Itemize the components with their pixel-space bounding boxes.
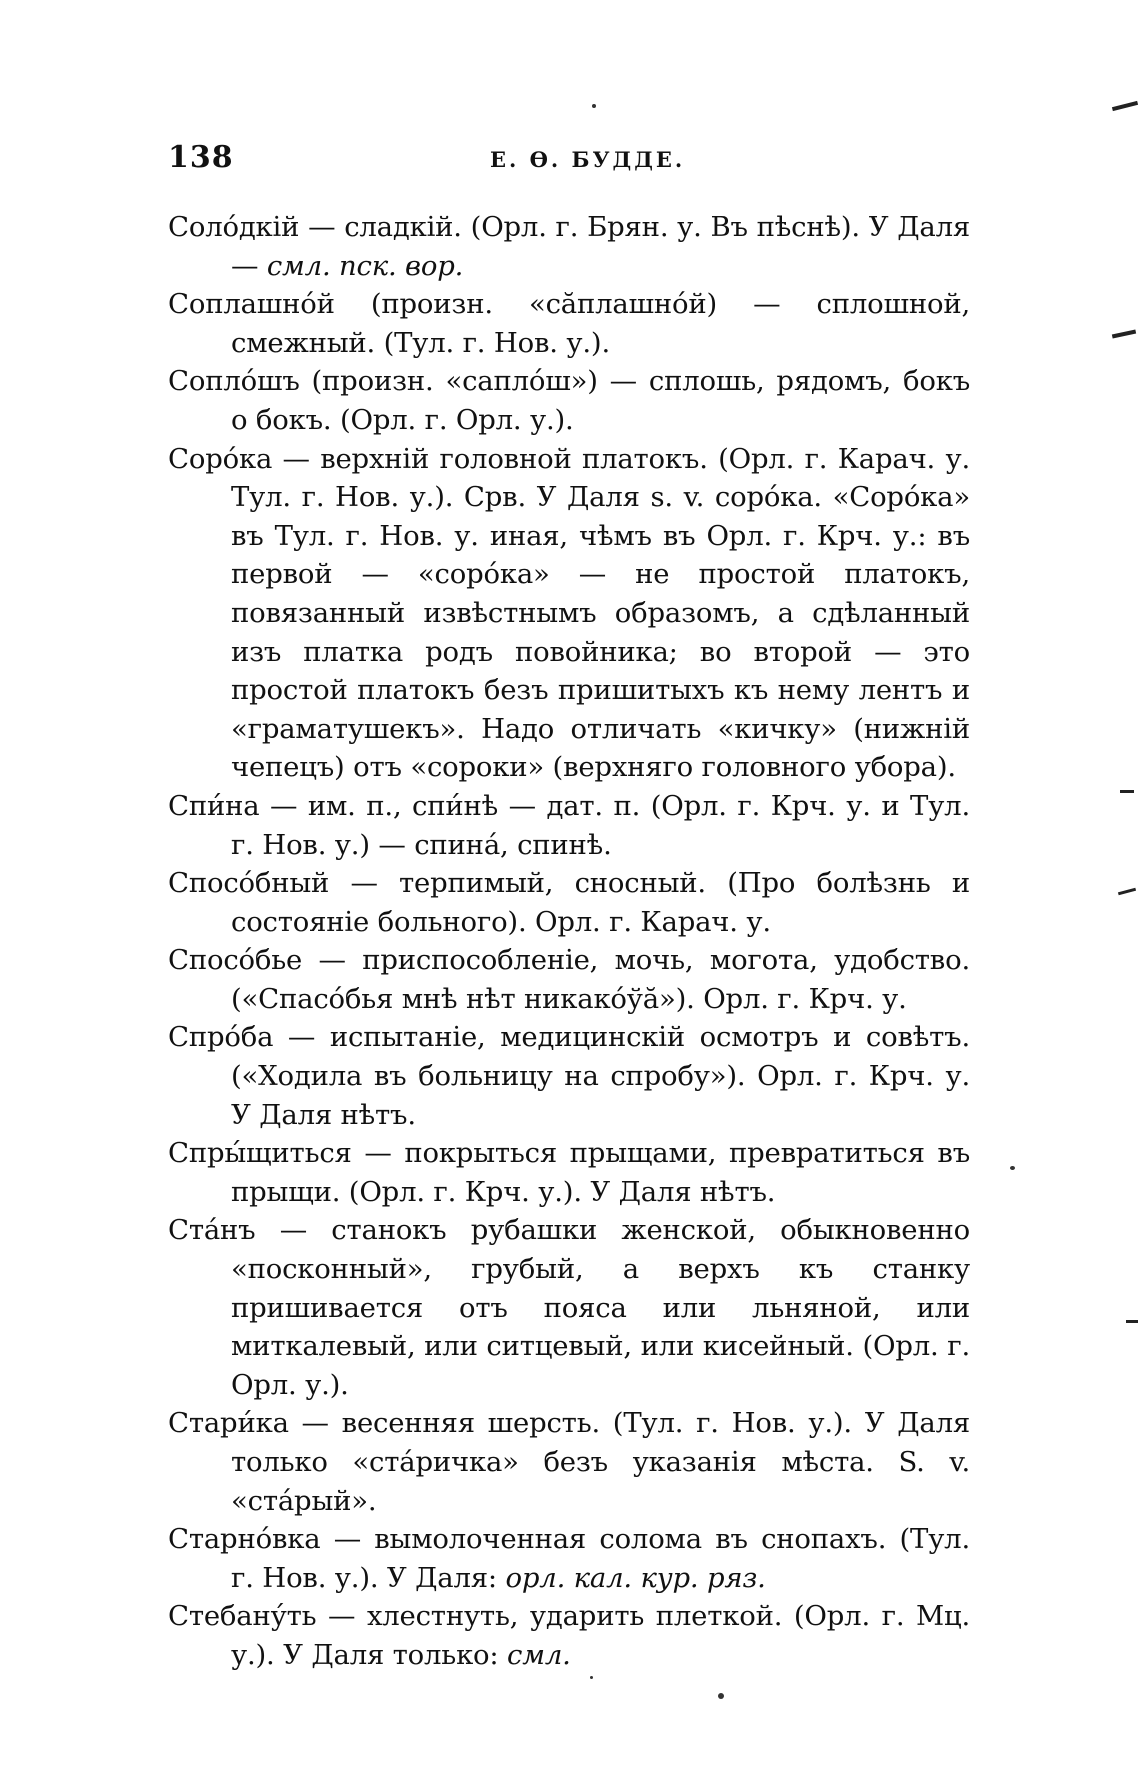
- scan-mark-1: [1112, 101, 1138, 111]
- scan-mark-5: [1126, 1320, 1138, 1323]
- page-number: 138: [168, 140, 234, 175]
- entry-starnovka: Старнóвка — вымолоченная солома въ снопахъ. (Тул. г. Нов. у.). У Даля: орл. кал. кур. ряз.: [168, 1523, 970, 1594]
- entry-spryshchitsya: Спры́щиться — покрыться прыщами, превратиться въ прыщи. (Орл. г. Крч. у.). У Даля нѣтъ.: [168, 1137, 970, 1208]
- entry-stebanut: Стебану́ть — хлестнуть, ударить плеткой. (Орл. г. Мц. у.). У Даля только: смл.: [168, 1600, 970, 1671]
- scan-mark-4: [1118, 888, 1136, 896]
- entry-spina: Спи́на — им. п., спи́нѣ — дат. п. (Орл. г. Крч. у. и Тул. г. Нов. у.) — спинá, спинѣ.: [168, 789, 970, 861]
- entry-solodkiy: Солóдкій — сладкій. (Орл. г. Брян. у. Въ пѣснѣ). У Даля — смл. пск. вор.: [168, 211, 970, 282]
- entry-sposobnyy: Спосóбный — терпимый, сносный. (Про болѣзнь и состояніе больного). Орл. г. Карач. у.: [168, 867, 970, 938]
- entry-stan: Стáнъ — станокъ рубашки женской, обыкновенно «посконный», грубый, а верхъ къ станку пришивается отъ пояса или льняной, или миткалевый, или ситцевый, или кисейный. (Орл. г. Орл. у.).: [168, 1214, 970, 1401]
- entry-soroka: Сорóка — верхній головной платокъ. (Орл. г. Карач. у. Тул. г. Нов. у.). Срв. У Даля s. v. сорóка. «Сорóка» въ Тул. г. Нов. у. иная, чѣмъ въ Орл. г. Крч. у.: въ первой — «сорóка» — не простой платокъ, повязанный извѣстнымъ образомъ, а сдѣланный изъ платка родъ повойника; во второй — это простой платокъ безъ пришитыхъ къ нему лентъ и «граматушекъ». Надо отличать «кичку» (нижній чепецъ) отъ «сороки» (верхняго головного убора).: [168, 442, 970, 784]
- scan-dot-3: [718, 1693, 724, 1699]
- scan-dot-4: [590, 1676, 593, 1679]
- scan-dot-1: [592, 104, 596, 108]
- scan-dot-2: [1010, 1166, 1015, 1170]
- entry-sposobye: Спосóбье — приспособленіе, мочь, могота, удобство. («Спасóбья мнѣ нѣт никакóўă»). Орл. г. Крч. у.: [168, 944, 970, 1015]
- entry-starika: Стари́ка — весенняя шерсть. (Тул. г. Нов. у.). У Даля только «стáричка» безъ указанія мѣста. S. v. «стáрый».: [168, 1407, 970, 1517]
- scan-mark-2: [1112, 330, 1136, 339]
- running-head: Е. Ѳ. БУДДЕ.: [490, 147, 686, 172]
- scan-mark-3: [1120, 790, 1134, 793]
- dictionary-entries: [168, 208, 970, 1675]
- entry-soplosh: Соплóшъ (произн. «саплóш») — сплошь, рядомъ, бокъ о бокъ. (Орл. г. Орл. у.).: [168, 365, 970, 436]
- entry-soplashnoy: Соплашнóй (произн. «сăплашнóй) — сплошной, смежный. (Тул. г. Нов. у.).: [168, 288, 970, 359]
- entry-sproba: Спрóба — испытаніе, медицинскій осмотръ и совѣтъ. («Ходила въ больницу на спробу»). Орл. г. Крч. у. У Даля нѣтъ.: [168, 1021, 970, 1131]
